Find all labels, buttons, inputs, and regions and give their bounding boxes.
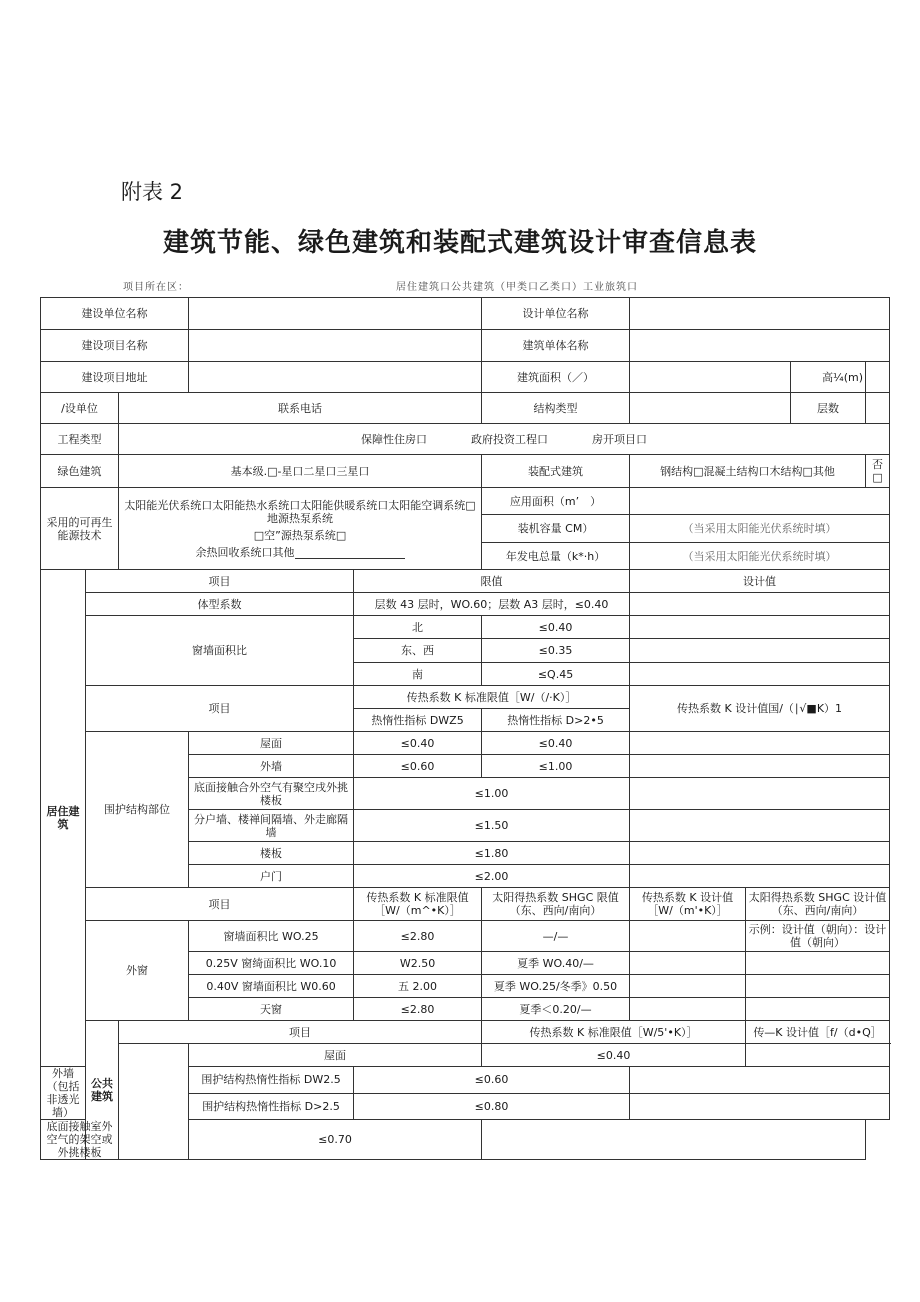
slab-limit: ≤1.80 bbox=[354, 842, 630, 865]
partition-limit: ≤1.50 bbox=[354, 810, 630, 842]
door-design[interactable] bbox=[630, 865, 890, 888]
construction-unit-label: 建设单位名称 bbox=[41, 298, 189, 330]
win-shgc-design-header: 太阳得热系数 SHGC 设计值（东、西向/南向） bbox=[746, 888, 890, 921]
window-label: 外窗 bbox=[86, 921, 189, 1021]
pub-wall-low-design[interactable] bbox=[630, 1067, 890, 1094]
partition-design[interactable] bbox=[630, 810, 890, 842]
renewable-other-input[interactable] bbox=[295, 548, 405, 559]
pub-wall-low-label: 围护结构热惰性指标 DW2.5 bbox=[189, 1067, 354, 1094]
pub-wall-high-label: 围护结构热惰性指标 D>2.5 bbox=[189, 1093, 354, 1120]
renewable-label: 采用的可再生能源技术 bbox=[41, 488, 119, 570]
wwr-design-east-west[interactable] bbox=[630, 639, 890, 663]
wall-limit-low: ≤0.60 bbox=[354, 755, 482, 778]
renewable-options[interactable] bbox=[119, 488, 482, 570]
win-row-4-shgc: 夏季＜0.20/— bbox=[482, 998, 630, 1021]
renewable-options-line-2[interactable]: □空”源热泵系统□ bbox=[253, 528, 347, 542]
height-value[interactable] bbox=[866, 362, 890, 393]
design-unit-label: 设计单位名称 bbox=[482, 298, 630, 330]
pub-floor-outside-design[interactable] bbox=[482, 1120, 866, 1160]
win-example: 示例：设计值（朝向）：设计值（朝向） bbox=[746, 921, 890, 952]
inertia-low-header: 热惰性指标 DWZ5 bbox=[354, 709, 482, 732]
pub-k-design-header: 传—K 设计值［f/（d•Q］ bbox=[746, 1021, 890, 1044]
structure-type-value[interactable] bbox=[630, 393, 791, 424]
pub-wall-high-design[interactable] bbox=[630, 1093, 890, 1120]
pub-spacer-cell bbox=[119, 1044, 189, 1160]
wwr-limit-north: ≤0.40 bbox=[482, 616, 630, 639]
roof-limit-high: ≤0.40 bbox=[482, 732, 630, 755]
wall-label: 外墙 bbox=[189, 755, 354, 778]
appendix-label: 附表 2 bbox=[121, 180, 184, 204]
win-row-2-k: W2.50 bbox=[354, 952, 482, 975]
win-row-1-label: 窗墙面积比 WO.25 bbox=[189, 921, 354, 952]
annual-power-note: （当采用太阳能光伏系统时填） bbox=[630, 543, 890, 570]
k-limit-header: 传热系数 K 标准限值［W/（/·K）］ bbox=[354, 686, 630, 709]
slab-design[interactable] bbox=[630, 842, 890, 865]
slab-label: 楼板 bbox=[189, 842, 354, 865]
prefab-no-option[interactable]: 否□ bbox=[866, 455, 890, 488]
wwr-design-south[interactable] bbox=[630, 663, 890, 686]
roof-design[interactable] bbox=[630, 732, 890, 755]
renewable-options-line-1[interactable]: 太阳能光伏系统口太阳能热水系统口太阳能供暖系统口太阳能空调系统□地源热泵系统 bbox=[124, 498, 476, 525]
project-address-label: 建设项目地址 bbox=[41, 362, 189, 393]
inertia-high-header: 热惰性指标 D>2•5 bbox=[482, 709, 630, 732]
apply-area-label: 应用面积（m’ ） bbox=[482, 488, 630, 515]
pub-wall-label: 外墙（包括非透光墙） bbox=[41, 1067, 86, 1120]
win-row-1-k: ≤2.80 bbox=[354, 921, 482, 952]
win-row-3-k-design[interactable] bbox=[630, 975, 746, 998]
project-type-options[interactable]: 保障性住房口 政府投资工程口 房开项目口 bbox=[119, 424, 890, 455]
phone-label: 联系电话 bbox=[119, 393, 482, 424]
win-row-4-label: 天窗 bbox=[189, 998, 354, 1021]
pub-wall-high-limit: ≤0.80 bbox=[354, 1093, 630, 1120]
win-shgc-limit-header: 太阳得热系数 SHGC 限值（东、西向/南向） bbox=[482, 888, 630, 921]
wwr-limit-east-west: ≤0.35 bbox=[482, 639, 630, 663]
apply-area-value[interactable] bbox=[630, 488, 890, 515]
door-limit: ≤2.00 bbox=[354, 865, 630, 888]
wwr-design-north[interactable] bbox=[630, 616, 890, 639]
pub-roof-limit: ≤0.40 bbox=[482, 1044, 746, 1067]
height-label: 高¼(m) bbox=[791, 362, 866, 393]
wwr-label: 窗墙面积比 bbox=[86, 616, 354, 686]
roof-limit-low: ≤0.40 bbox=[354, 732, 482, 755]
project-name-label: 建设项目名称 bbox=[41, 330, 189, 362]
win-row-1-k-design[interactable] bbox=[630, 921, 746, 952]
res-col-limit: 限值 bbox=[354, 570, 630, 593]
floors-value[interactable] bbox=[866, 393, 890, 424]
design-unit-value[interactable] bbox=[630, 298, 890, 330]
pub-wall-low-limit: ≤0.60 bbox=[354, 1067, 630, 1094]
wall-design[interactable] bbox=[630, 755, 890, 778]
k-item-label: 项目 bbox=[86, 686, 354, 732]
pub-roof-design[interactable] bbox=[746, 1044, 890, 1067]
win-row-2-shgc-design[interactable] bbox=[746, 952, 890, 975]
shape-coeff-label: 体型系数 bbox=[86, 593, 354, 616]
pub-floor-outside-limit: ≤0.70 bbox=[189, 1120, 482, 1160]
wwr-dir-north: 北 bbox=[354, 616, 482, 639]
install-capacity-label: 装机容量 CM） bbox=[482, 515, 630, 543]
floor-outside-limit: ≤1.00 bbox=[354, 778, 630, 810]
partition-label: 分户墙、楼禅间隔墙、外走廊隔墙 bbox=[189, 810, 354, 842]
location-label: 项目所在区： bbox=[123, 282, 189, 293]
wwr-limit-south: ≤Q.45 bbox=[482, 663, 630, 686]
envelope-label: 围护结构部位 bbox=[86, 732, 189, 888]
win-row-4-shgc-design[interactable] bbox=[746, 998, 890, 1021]
building-name-value[interactable] bbox=[630, 330, 890, 362]
win-item-label: 项目 bbox=[86, 888, 354, 921]
win-row-2-k-design[interactable] bbox=[630, 952, 746, 975]
door-label: 户门 bbox=[189, 865, 354, 888]
page-title: 建筑节能、绿色建筑和装配式建筑设计审查信息表 bbox=[162, 228, 757, 258]
shape-coeff-design[interactable] bbox=[630, 593, 890, 616]
wwr-dir-south: 南 bbox=[354, 663, 482, 686]
pub-floor-outside-label: 底面接触室外空气的架空或外挑楼板 bbox=[41, 1120, 119, 1160]
floor-outside-label: 底面接触合外空气有聚空戌外挑楼板 bbox=[189, 778, 354, 810]
project-type-label: 工程类型 bbox=[41, 424, 119, 455]
building-area-label: 建筑面积（／） bbox=[482, 362, 630, 393]
building-area-value[interactable] bbox=[630, 362, 791, 393]
win-k-design-header: 传热系数 K 设计值［W/（m'•K）］ bbox=[630, 888, 746, 921]
roof-label: 屋面 bbox=[189, 732, 354, 755]
project-name-value[interactable] bbox=[189, 330, 482, 362]
res-col-item: 项目 bbox=[86, 570, 354, 593]
pub-roof-label: 屋面 bbox=[189, 1044, 482, 1067]
win-row-1-shgc: —/— bbox=[482, 921, 630, 952]
review-info-table bbox=[40, 297, 890, 1160]
annual-power-label: 年发电总量（k*·h） bbox=[482, 543, 630, 570]
green-building-options[interactable]: 基本级.□-星口二星口三星口 bbox=[119, 455, 482, 488]
win-row-2-shgc: 夏季 WO.40/— bbox=[482, 952, 630, 975]
win-row-2-label: 0.25V 窗绮面积比 WO.10 bbox=[189, 952, 354, 975]
public-section-label: 公共建筑 bbox=[86, 1021, 119, 1160]
wall-limit-high: ≤1.00 bbox=[482, 755, 630, 778]
building-category: 居住建筑口公共建筑（甲类口乙类口）工业旅筑口 bbox=[396, 282, 638, 293]
win-row-4-k-design[interactable] bbox=[630, 998, 746, 1021]
renewable-other-label: 余热回收系统口其他 bbox=[195, 545, 295, 559]
win-k-limit-header: 传热系数 K 标准限值［W/（m^•K）］ bbox=[354, 888, 482, 921]
unit-contact-label: /设单位 bbox=[41, 393, 119, 424]
floors-label: 层数 bbox=[791, 393, 866, 424]
building-name-label: 建筑单体名称 bbox=[482, 330, 630, 362]
pub-k-limit-header: 传热系数 K 标准限值［W/5'•K）］ bbox=[482, 1021, 746, 1044]
shape-coeff-limit: 层数 43 层时，WO.60；层数 A3 层时，≤0.40 bbox=[354, 593, 630, 616]
prefab-options[interactable]: 钢结构□混凝土结构口木结构□其他 bbox=[630, 455, 866, 488]
structure-type-label: 结构类型 bbox=[482, 393, 630, 424]
green-building-label: 绿色建筑 bbox=[41, 455, 119, 488]
res-col-design: 设计值 bbox=[630, 570, 890, 593]
floor-outside-design[interactable] bbox=[630, 778, 890, 810]
win-row-3-k: 五 2.00 bbox=[354, 975, 482, 998]
win-row-3-shgc-design[interactable] bbox=[746, 975, 890, 998]
install-capacity-note: （当采用太阳能光伏系统时填） bbox=[630, 515, 890, 543]
prefab-label: 装配式建筑 bbox=[482, 455, 630, 488]
wwr-dir-east-west: 东、西 bbox=[354, 639, 482, 663]
win-row-3-label: 0.40V 窗墙面积比 W0.60 bbox=[189, 975, 354, 998]
project-address-value[interactable] bbox=[189, 362, 482, 393]
residential-section-label: 居住建筑 bbox=[41, 570, 86, 1067]
construction-unit-value[interactable] bbox=[189, 298, 482, 330]
win-row-4-k: ≤2.80 bbox=[354, 998, 482, 1021]
pub-col-item: 项目 bbox=[119, 1021, 482, 1044]
k-design-header: 传热系数 K 设计值国/（∣√■K）1 bbox=[630, 686, 890, 732]
win-row-3-shgc: 夏季 WO.25/冬季》0.50 bbox=[482, 975, 630, 998]
renewable-options-line-3[interactable] bbox=[121, 546, 479, 559]
